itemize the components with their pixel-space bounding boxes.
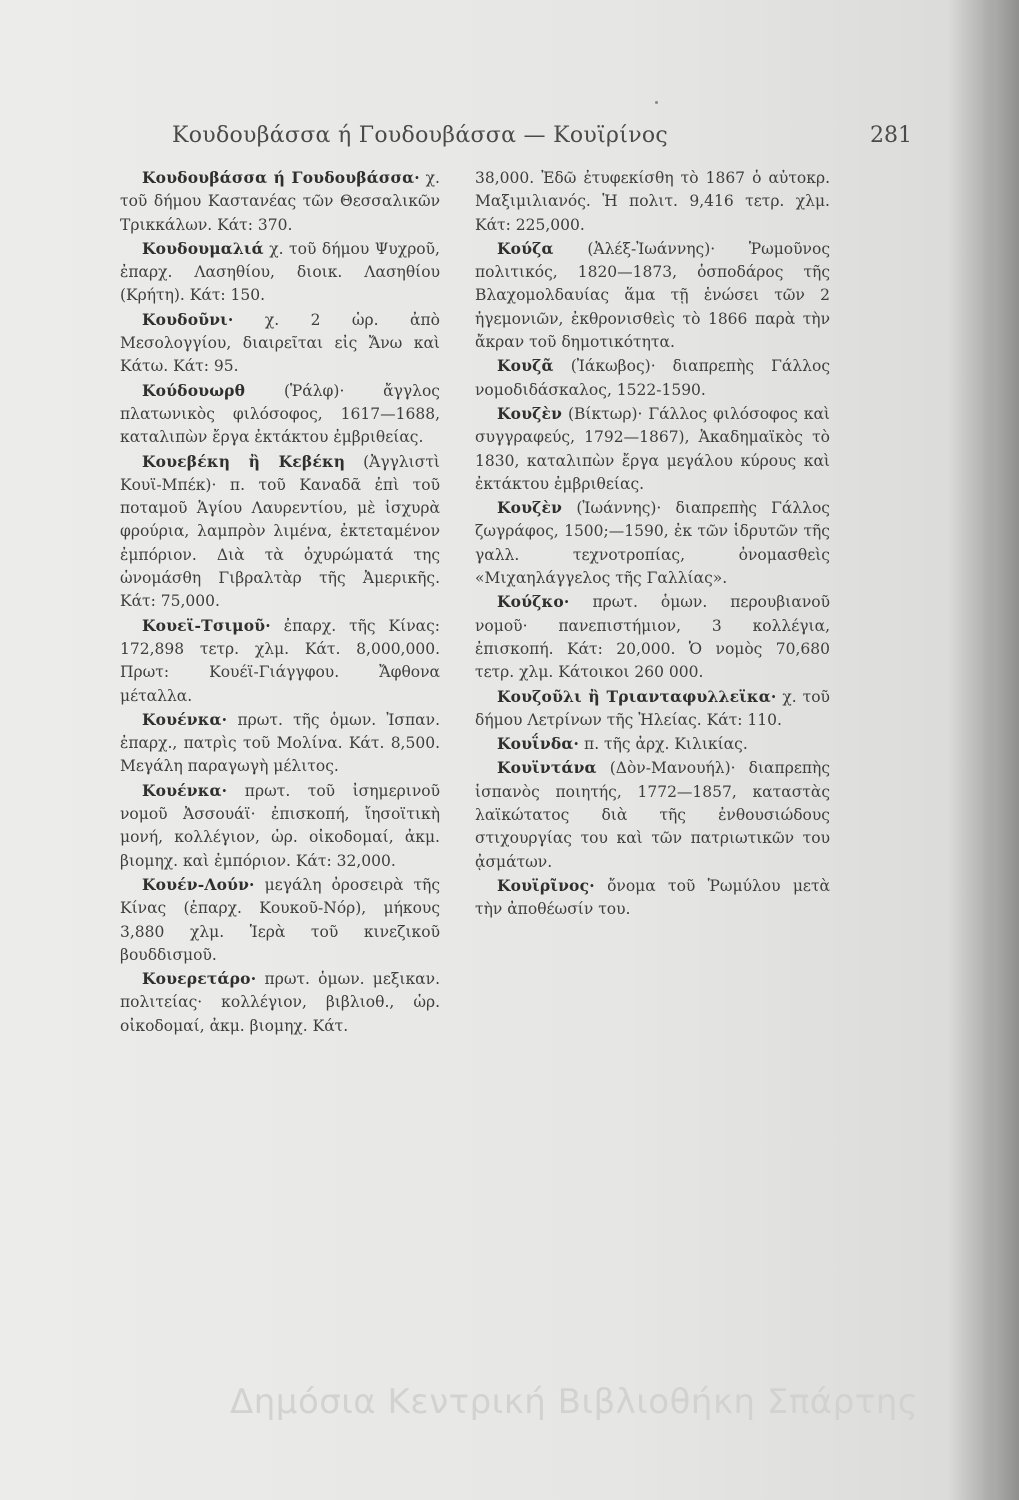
left-column [120, 166, 440, 1038]
entry-text: μεγάλη ὀροσειρὰ τῆς Κίνας (ἐπαρχ. Κουκοῦ-Νόρ), μήκους 3,880 χλμ. Ἱερὰ τοῦ κινεζικοῦ βουδδισμοῦ. [120, 875, 440, 964]
dictionary-entry [120, 708, 440, 779]
page-number: 281 [870, 123, 912, 148]
dictionary-entry-continuation [475, 166, 830, 237]
entry-text: (Ἰάκωβος)· διαπρεπὴς Γάλλος νομοδιδάσκαλος, 1522-1590. [475, 357, 830, 399]
entry-headword: Κούζκο· [497, 592, 570, 612]
entry-headword: Κουϊντάνα [497, 758, 597, 778]
entry-text: (Ἰωάννης)· διαπρεπὴς Γάλλος ζωγράφος, 1500;—1590, ἐκ τῶν ἱδρυτῶν τῆς γαλλ. τεχνοτροπίας, ὀνομασθεὶς «Μιχαηλάγγελος τῆς Γαλλίας». [475, 499, 830, 588]
running-header [172, 123, 912, 159]
dictionary-entry [475, 590, 830, 684]
dictionary-entry [120, 614, 440, 708]
dictionary-entry [120, 779, 440, 873]
entry-headword: Κουδοῦνι· [142, 309, 234, 329]
entry-headword: Κουέν-Λούν· [142, 874, 255, 894]
entry-text: (Ἀλέξ-Ἰωάννης)· Ῥωμοῦνος πολιτικός, 1820—1873, ὁσποδάρος τῆς Βλαχομολδαυίας ἅμα τῇ ἑνώσει τῶν 2 ἡγεμονιῶν, ἐκθρονισθεὶς τὸ 1866 παρὰ τὴν ἄκραν τοῦ δημοτικότητα. [475, 239, 830, 352]
entry-text: χ. τοῦ δήμου Καστανέας τῶν Θεσσαλικῶν Τρικκάλων. Κάτ: 370. [120, 169, 440, 234]
entry-text: (Δὸν-Μανουήλ)· διαπρεπὴς ἱσπανὸς ποιητής, 1772—1857, καταστὰς λαϊκώτατος διὰ τῆς ἐνθουσιώδους στιχουργίας του καὶ τῶν πατριωτικῶν του ᾀσμάτων. [475, 759, 830, 871]
entry-headword: Κουεβέκη ἢ Κεβέκη [142, 451, 346, 471]
entry-text: πρωτ. ὁμων. μεξικαν. πολιτείας· κολλέγιον, βιβλιοθ., ὡρ. οἰκοδομαί, ἀκμ. βιομηχ. Κάτ. [120, 970, 440, 1035]
entry-headword: Κουζοῦλι ἢ Τριανταφυλλεϊκα· [497, 686, 777, 706]
entry-text: πρωτ. τῆς ὁμων. Ἰσπαν. ἐπαρχ., πατρὶς τοῦ Μολίνα. Κάτ. 8,500. Μεγάλη παραγωγὴ μέλιτος. [120, 710, 440, 776]
entry-headword: Κουζᾶ [497, 356, 554, 376]
dictionary-entry [120, 237, 440, 308]
entry-text: χ. 2 ὡρ. ἀπὸ Μεσολογγίου, διαιρεῖται εἰς Ἄνω καὶ Κάτω. Κάτ: 95. [120, 310, 440, 376]
entry-headword: Κουεϊ-Τσιμοῦ· [142, 615, 271, 635]
entry-text: (Ῥάλφ)· ἄγγλος πλατωνικὸς φιλόσοφος, 1617—1688, καταλιπὼν ἔργα ἐκτάκτου ἐμβριθείας. [120, 381, 440, 447]
dictionary-entry [475, 402, 830, 496]
entry-text: 38,000. Ἐδῶ ἐτυφεκίσθη τὸ 1867 ὁ αὐτοκρ. Μαξιμιλιανός. Ἡ πολιτ. 9,416 τετρ. χλμ. Κάτ: 225,000. [475, 169, 830, 234]
entry-text: ἐπαρχ. τῆς Κίνας: 172,898 τετρ. χλμ. Κάτ. 8,000,000. Πρωτ: Κουέϊ-Γιάγγφου. Ἄφθονα μέταλλα. [120, 616, 440, 705]
dictionary-entry [475, 496, 830, 590]
dictionary-entry [475, 685, 830, 733]
entry-text: πρωτ. ὁμων. περουβιανοῦ νομοῦ· πανεπιστήμιον, 3 κολλέγια, ἐπισκοπή. Κάτ: 20,000. Ὁ νομὸς 70,680 τετρ. χλμ. Κάτοικοι 260 000. [475, 593, 830, 682]
library-watermark: Δημόσια Κεντρική Βιβλιοθήκη Σπάρτης [230, 1382, 919, 1422]
entry-text: πρωτ. τοῦ ἰσημερινοῦ νομοῦ Ἀσσουάϊ· ἐπισκοπή, ἴησοϊτικὴ μονή, κολλέγιον, ὡρ. οἰκοδομαί, ἀκμ. βιομηχ. καὶ ἐμπόριον. Κάτ: 32,000. [120, 781, 440, 870]
entry-headword: Κουερετάρο· [142, 969, 257, 989]
dictionary-entry [475, 237, 830, 354]
entry-headword: Κουζὲν [497, 403, 563, 423]
dictionary-entry [475, 756, 830, 873]
entry-text: π. τῆς ἀρχ. Κιλικίας. [579, 735, 748, 754]
dictionary-entry [120, 308, 440, 379]
dictionary-entry [120, 967, 440, 1038]
dictionary-entry [475, 354, 830, 402]
right-column [475, 166, 830, 922]
entry-headword: Κούζα [497, 238, 554, 258]
dictionary-entry [120, 166, 440, 237]
entry-headword: Κουΐνδα· [497, 734, 580, 754]
entry-text: (Βίκτωρ)· Γάλλος φιλόσοφος καὶ συγγραφεύς, 1792—1867), Ἀκαδημαϊκὸς τὸ 1830, καταλιπὼν ἔργα μεγάλου κύρους καὶ ἐκτάκτου ἐμβριθείας. [475, 404, 830, 493]
entry-headword: Κουζὲν [497, 498, 563, 518]
entry-text: χ. τοῦ δήμου Λετρίνων τῆς Ἠλείας. Κάτ: 110. [475, 687, 830, 729]
page-edge-shadow [981, 0, 1019, 1500]
dictionary-entry [120, 873, 440, 967]
dictionary-entry [475, 874, 830, 922]
entry-headword: Κουδουβάσσα ή Γουδουβάσσα· [142, 168, 420, 187]
dictionary-entry [120, 379, 440, 450]
entry-headword: Κουϊρῖνος· [497, 875, 595, 895]
entry-headword: Κουένκα· [142, 709, 228, 729]
ink-speck [655, 101, 658, 104]
entry-headword: Κούδουωρθ [142, 380, 246, 400]
dictionary-entry [475, 732, 830, 756]
entry-headword: Κουδουμαλιά [142, 238, 264, 258]
header-title: Κουδουβάσσα ή Γουδουβάσσα — Κουϊρίνος [172, 123, 669, 148]
entry-text: (Ἀγγλιστὶ Κουϊ-Μπέκ)· π. τοῦ Καναδᾶ ἐπὶ τοῦ ποταμοῦ Ἁγίου Λαυρεντίου, μὲ ἰσχυρὰ φρούρια, λαμπρὸν λιμένα, ἐκτεταμένον ἐμπόριον. Διὰ τὰ ὀχυρώματά της ὠνομάσθη Γιβραλτὰρ τῆς Ἀμερικῆς. Κάτ: 75,000. [120, 452, 440, 611]
entry-text: χ. τοῦ δήμου Ψυχροῦ, ἐπαρχ. Λασηθίου, διοικ. Λασηθίου (Κρήτη). Κάτ: 150. [120, 239, 440, 305]
entry-headword: Κουένκα· [142, 780, 228, 800]
entry-text: ὄνομα τοῦ Ῥωμύλου μετὰ τὴν ἀποθέωσίν του. [475, 876, 830, 919]
dictionary-entry [120, 450, 440, 614]
